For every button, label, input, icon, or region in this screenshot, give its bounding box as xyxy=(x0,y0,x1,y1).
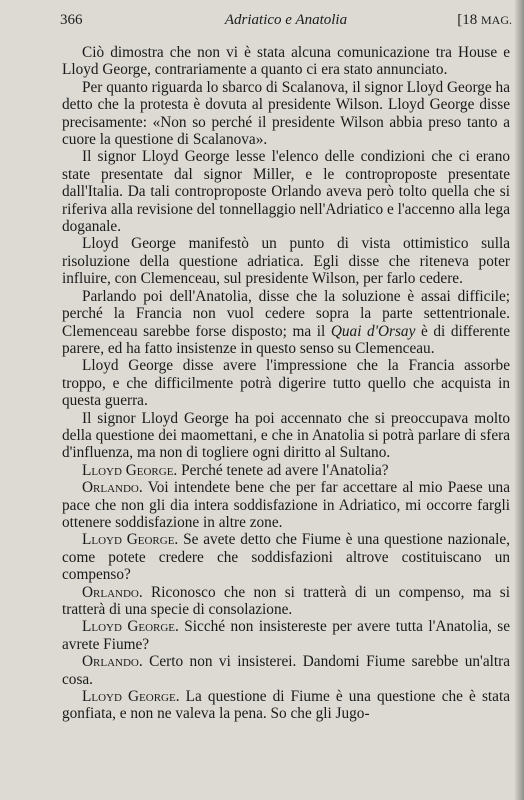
paragraph-text: è di differente parere, ed ha fatto insistenze in questo senso su Clemenceau. xyxy=(62,322,510,357)
page-edge-shadow xyxy=(514,0,524,800)
paragraph: Lloyd George disse avere l'impressione che la Francia assorbe troppo, e che difficilmente potrà digerire tutto quello che acquista in questa guerra. xyxy=(62,357,510,410)
speaker-name: Orlando. xyxy=(82,583,143,601)
speaker-name: Lloyd George. xyxy=(82,461,178,479)
dialogue-line xyxy=(62,688,510,723)
paragraph: Lloyd George manifestò un punto di vista ottimistico sulla risoluzione della questione adriatica. Egli disse che riteneva poter influire, con Clemenceau, sul presidente Wilson, per farlo cedere. xyxy=(62,235,510,288)
speaker-name: Orlando. xyxy=(82,653,143,671)
dialogue-text: Riconosco che non si tratterà di un compenso, ma si tratterà di una specie di consolazione. xyxy=(62,583,510,618)
page-number: 366 xyxy=(60,12,83,28)
dialogue-line xyxy=(62,584,510,619)
paragraph: Ciò dimostra che non vi è stata alcuna comunicazione tra House e Lloyd George, contrariamente a quanto ci era stato annunciato. xyxy=(62,44,510,79)
page-header xyxy=(60,10,512,32)
dialogue-line xyxy=(62,462,510,479)
speaker-name: Orlando. xyxy=(82,479,143,497)
dialogue-text: La questione di Fiume è una questione che è stata gonfiata, e non ne valeva la pena. So che gli Jugo- xyxy=(62,688,510,723)
body-text xyxy=(62,44,510,723)
speaker-name: Lloyd George. xyxy=(82,531,179,549)
dialogue-text: Voi intendete bene che per far accettare al mio Paese una pace che non gli dia intera soddisfazione in Adriatico, mi occorre fargli ottenere soddisfazione in altre zone. xyxy=(62,479,510,531)
italic-phrase: Quai d'Orsay xyxy=(330,322,416,340)
running-title: Adriatico e Anatolia xyxy=(224,12,348,28)
paragraph: Il signor Lloyd George lesse l'elenco delle condizioni che ci erano state presentate dal signor Miller, e le controproposte presentate dall'Italia. Da tali controproposte Orlando aveva però tolto quella che si riferiva alla revisione del tonnellaggio nell'Adriatico e l'accenno alla lega doganale. xyxy=(62,148,510,236)
dialogue-text: Sicché non insistereste per avere tutta l'Anatolia, se avrete Fiume? xyxy=(62,618,510,653)
speaker-name: Lloyd George. xyxy=(82,688,180,706)
dialogue-line xyxy=(62,479,510,531)
paragraph xyxy=(62,288,510,358)
dialogue-line xyxy=(62,618,510,653)
dialogue-text: Se avete detto che Fiume è una questione nazionale, come potete credere che soddisfazioni altrove costituiscano un compenso? xyxy=(62,531,510,584)
dialogue-line xyxy=(62,653,510,688)
header-date-month: MAG. xyxy=(480,13,512,27)
header-date-day: [18 xyxy=(457,12,478,28)
dialogue-text: Perché tenete ad avere l'Anatolia? xyxy=(181,461,389,479)
paragraph-text: Parlando poi dell'Anatolia, disse che la soluzione è assai difficile; perché la Francia non vuol cedere sopra la parte settentrionale. Clemenceau sarebbe forse disposto; ma il xyxy=(62,287,510,340)
speaker-name: Lloyd George. xyxy=(82,618,179,636)
paragraph: Il signor Lloyd George ha poi accennato che si preoccupava molto della questione dei maomettani, e che in Anatolia si potrà parlare di sfera d'influenza, ma non di togliere ogni diritto al Sultano. xyxy=(62,409,510,462)
dialogue-text: Certo non vi insisterei. Dandomi Fiume sarebbe un'altra cosa. xyxy=(62,653,510,688)
paragraph: Per quanto riguarda lo sbarco di Scalanova, il signor Lloyd George ha detto che la protesta è dovuta al presidente Wilson. Lloyd George disse precisamente: «Non so perché il presidente Wilson abbia preso tanto a cuore la questione di Scalanova». xyxy=(62,78,510,149)
dialogue-line xyxy=(62,531,510,583)
header-date xyxy=(457,12,512,29)
